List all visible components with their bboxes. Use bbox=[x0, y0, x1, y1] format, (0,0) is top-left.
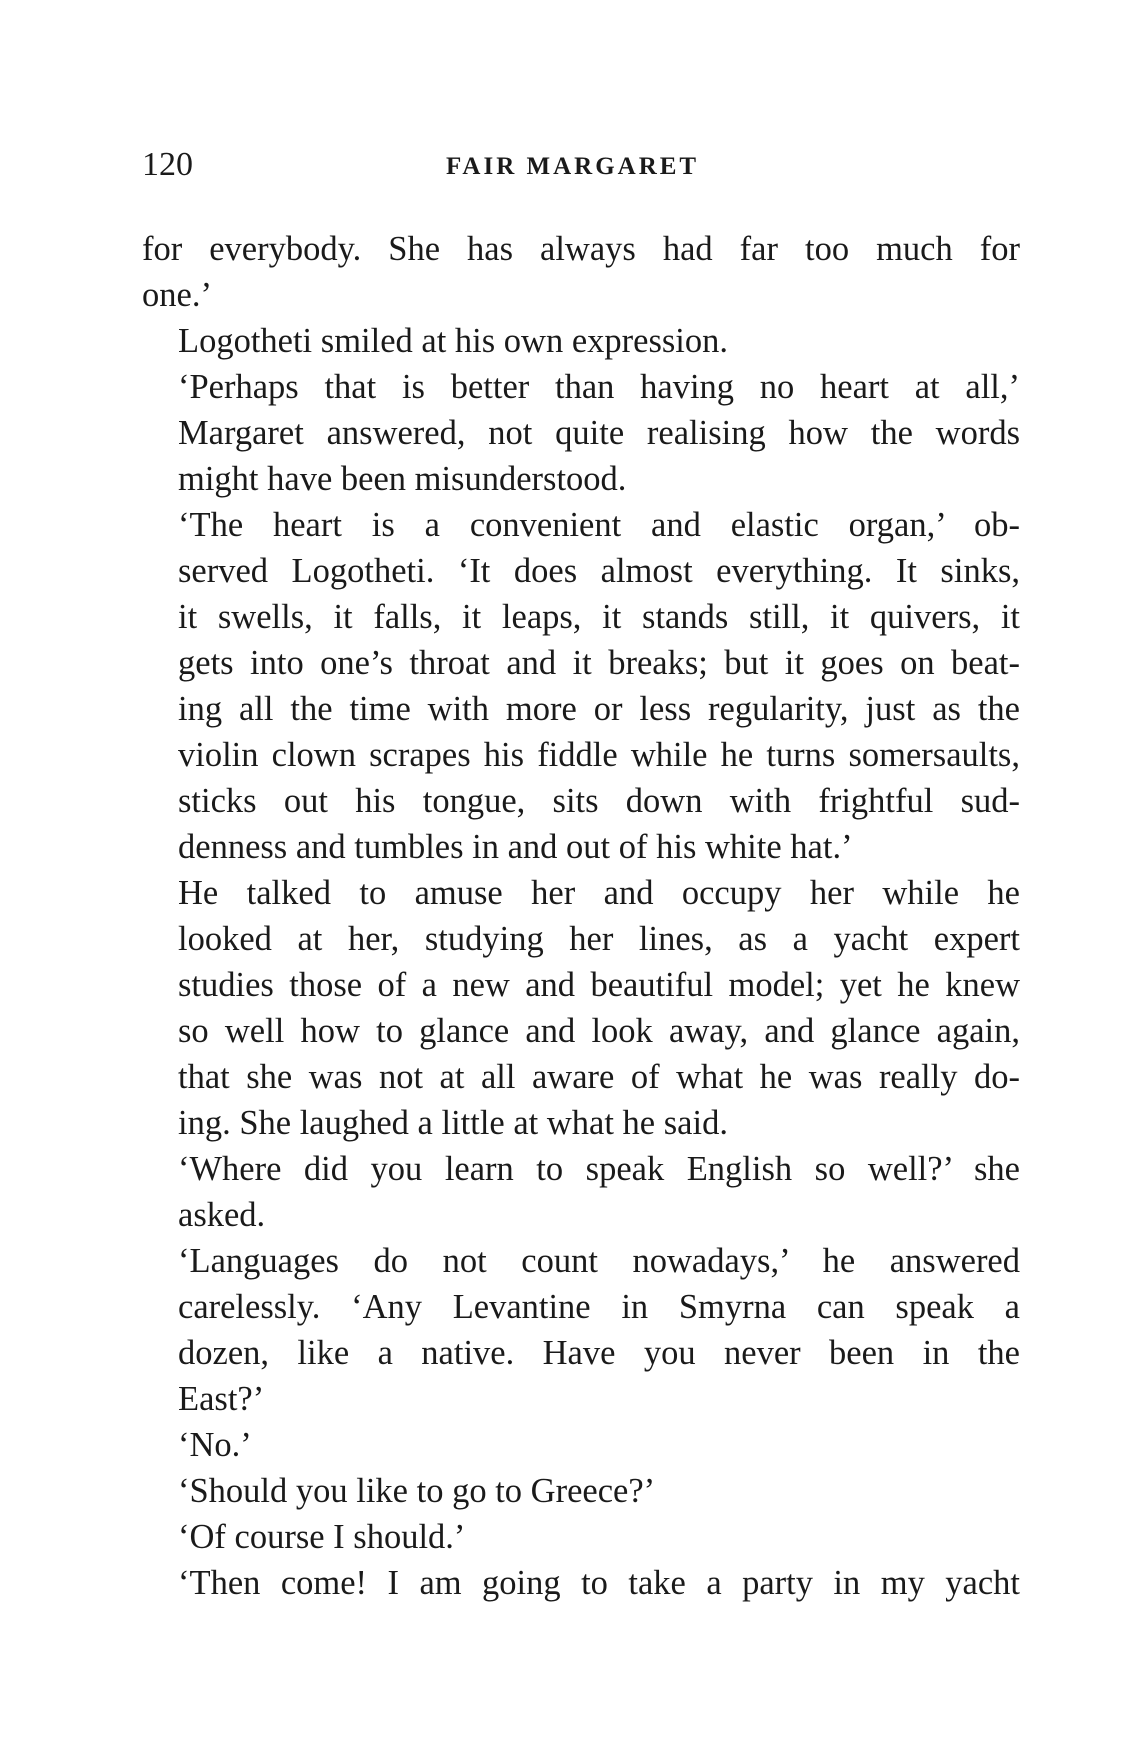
body-text bbox=[142, 226, 1020, 1606]
running-head bbox=[142, 140, 1022, 190]
text-line: looked at her, studying her lines, as a yacht expert bbox=[178, 920, 1020, 958]
paragraph bbox=[142, 1514, 1020, 1560]
text-line: ‘Perhaps that is better than having no heart at all,’ bbox=[178, 368, 1020, 406]
text-line: ‘Of course I should.’ bbox=[178, 1518, 466, 1556]
text-line: ‘No.’ bbox=[178, 1426, 252, 1464]
text-line: denness and tumbles in and out of his white hat.’ bbox=[178, 828, 853, 866]
text-line: might have been misunderstood. bbox=[178, 460, 627, 498]
text-line: ‘Where did you learn to speak English so well?’ she bbox=[178, 1150, 1020, 1188]
text-line: ing all the time with more or less regularity, just as the bbox=[178, 690, 1020, 728]
paragraph bbox=[142, 1238, 1020, 1422]
text-line: for everybody. She has always had far too much for bbox=[142, 230, 1020, 268]
paragraph bbox=[142, 502, 1020, 870]
paragraph bbox=[142, 226, 1020, 318]
text-line: ing. She laughed a little at what he said. bbox=[178, 1104, 728, 1142]
text-line: served Logotheti. ‘It does almost everything. It sinks, bbox=[178, 552, 1020, 590]
text-line: violin clown scrapes his fiddle while he turns somersaults, bbox=[178, 736, 1020, 774]
paragraph bbox=[142, 870, 1020, 1146]
page-number: 120 bbox=[142, 146, 193, 183]
text-line: ‘Should you like to go to Greece?’ bbox=[178, 1472, 656, 1510]
text-line: ‘Languages do not count nowadays,’ he answered bbox=[178, 1242, 1020, 1280]
text-line: so well how to glance and look away, and glance again, bbox=[178, 1012, 1020, 1050]
text-line: studies those of a new and beautiful model; yet he knew bbox=[178, 966, 1020, 1004]
text-line: East?’ bbox=[178, 1380, 265, 1418]
text-line: ‘The heart is a convenient and elastic organ,’ ob- bbox=[178, 506, 1020, 544]
text-line: that she was not at all aware of what he was really do- bbox=[178, 1058, 1020, 1096]
text-line: asked. bbox=[178, 1196, 266, 1234]
paragraph bbox=[142, 1468, 1020, 1514]
text-line: He talked to amuse her and occupy her while he bbox=[178, 874, 1020, 912]
running-title: FAIR MARGARET bbox=[446, 153, 700, 180]
paragraph bbox=[142, 364, 1020, 502]
text-line: one.’ bbox=[142, 276, 212, 314]
paragraph bbox=[142, 318, 1020, 364]
paragraph bbox=[142, 1560, 1020, 1606]
paragraph bbox=[142, 1422, 1020, 1468]
text-line: gets into one’s throat and it breaks; but it goes on beat- bbox=[178, 644, 1020, 682]
text-line: Margaret answered, not quite realising how the words bbox=[178, 414, 1020, 452]
text-line: dozen, like a native. Have you never been in the bbox=[178, 1334, 1020, 1372]
text-line: sticks out his tongue, sits down with frightful sud- bbox=[178, 782, 1020, 820]
text-line: ‘Then come! I am going to take a party in my yacht bbox=[178, 1564, 1020, 1602]
text-line: carelessly. ‘Any Levantine in Smyrna can speak a bbox=[178, 1288, 1020, 1326]
text-line: Logotheti smiled at his own expression. bbox=[178, 322, 729, 360]
paragraph bbox=[142, 1146, 1020, 1238]
text-line: it swells, it falls, it leaps, it stands still, it quivers, it bbox=[178, 598, 1020, 636]
